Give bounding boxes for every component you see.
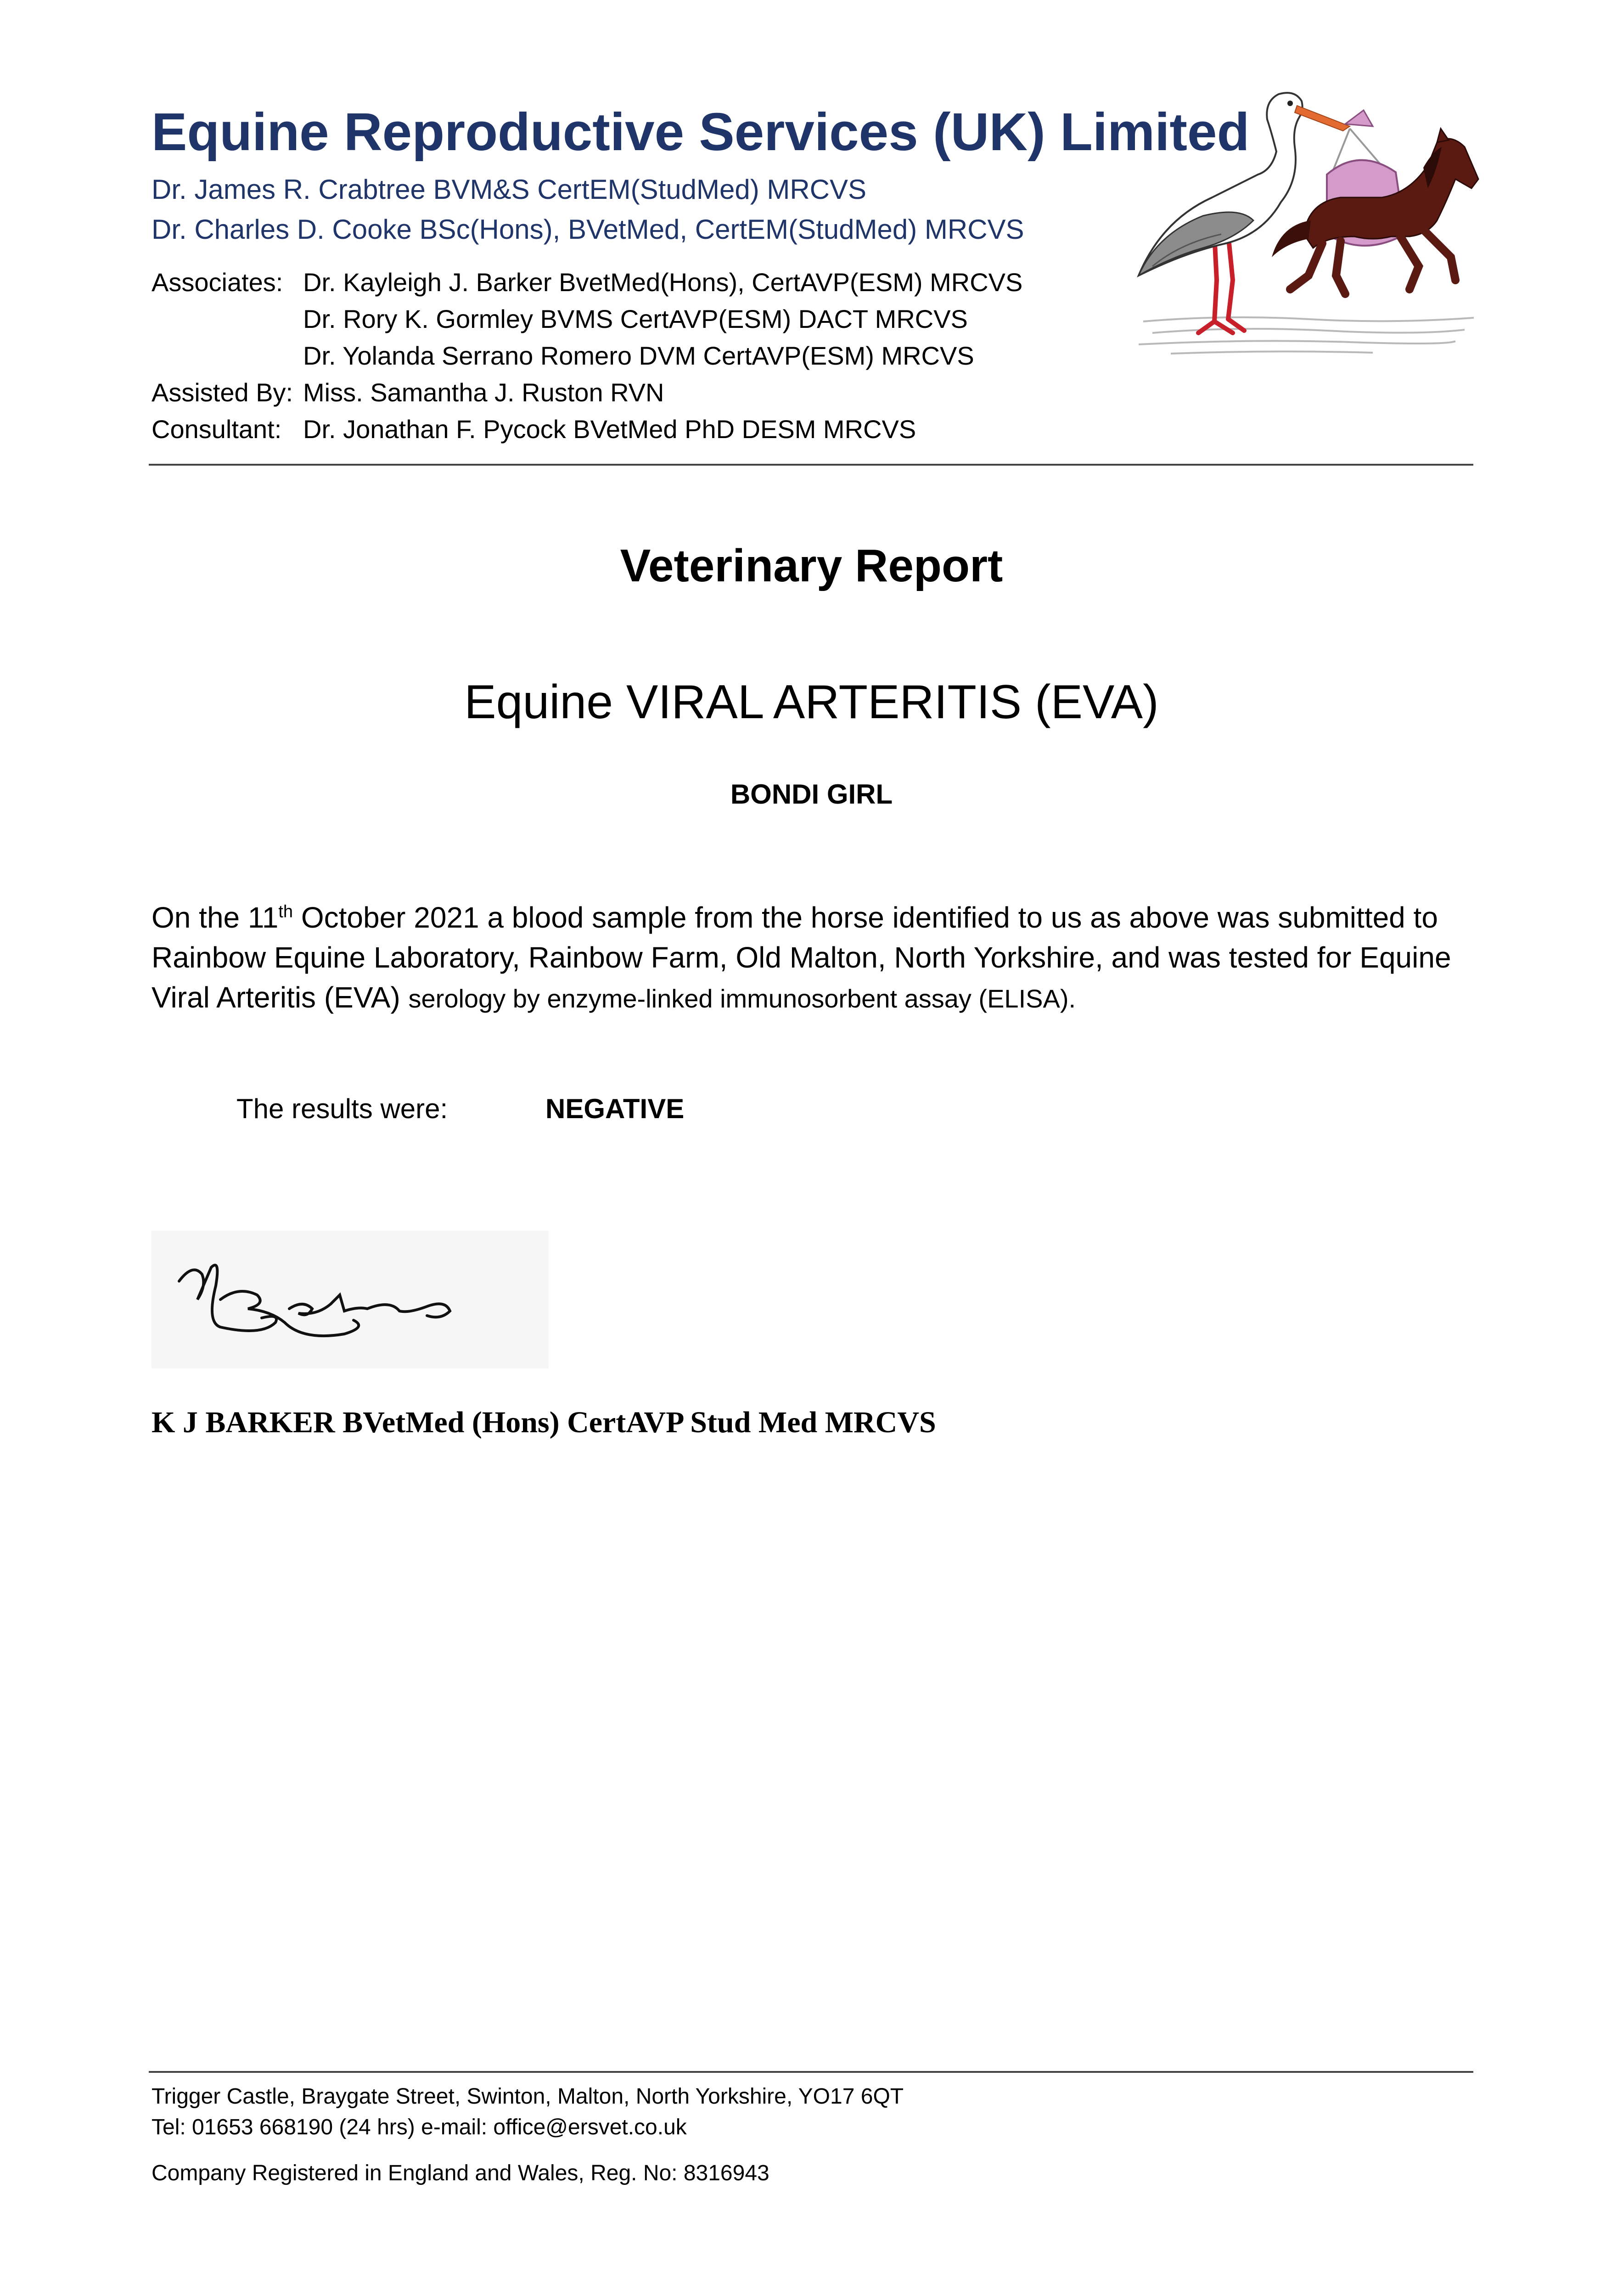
associate-1: Dr. Kayleigh J. Barker BvetMed(Hons), CertAVP(ESM) MRCVS [303, 268, 1023, 297]
results-label: The results were: [236, 1093, 448, 1124]
consultant-row [152, 414, 916, 444]
partner-1: Dr. James R. Crabtree BVM&S CertEM(StudMed) MRCVS [152, 174, 867, 205]
header-divider [149, 464, 1473, 466]
footer-address: Trigger Castle, Braygate Street, Swinton, Malton, North Yorkshire, YO17 6QT [152, 2084, 904, 2109]
partner-2: Dr. Charles D. Cooke BSc(Hons), BVetMed, CertEM(StudMed) MRCVS [152, 214, 1024, 245]
assisted-label: Assisted By: [152, 378, 293, 407]
footer-registration: Company Registered in England and Wales, Reg. No: 8316943 [152, 2161, 769, 2185]
horse-name: BONDI GIRL [730, 779, 893, 810]
company-name: Equine Reproductive Services (UK) Limited [152, 102, 1250, 162]
test-name: Equine VIRAL ARTERITIS (EVA) [464, 675, 1159, 729]
associates-row [152, 267, 1022, 297]
stork-foal-logo [1134, 83, 1483, 363]
footer-divider [149, 2071, 1473, 2073]
ordinal-suffix: th [278, 902, 293, 922]
associate-3: Dr. Yolanda Serrano Romero DVM CertAVP(ESM) MRCVS [303, 341, 974, 370]
associate-2: Dr. Rory K. Gormley BVMS CertAVP(ESM) DACT MRCVS [303, 304, 968, 333]
consultant-label: Consultant: [152, 415, 282, 444]
assisted-row [152, 377, 664, 407]
report-title: Veterinary Report [620, 540, 1003, 591]
report-paragraph-main: October 2021 a blood sample from the horse identified to us as above was submitted to Rainbow Equine Laboratory, Rainbow Farm, Old Malton, North Yorkshire, and was tested for Equine Viral Arteritis (EVA) [152, 901, 1451, 1014]
consultant-name: Dr. Jonathan F. Pycock BVetMed PhD DESM MRCVS [303, 415, 916, 444]
report-paragraph-method: serology by enzyme-linked immunosorbent assay (ELISA). [408, 984, 1076, 1013]
signature-image [152, 1231, 549, 1368]
footer-contact: Tel: 01653 668190 (24 hrs) e-mail: office@ersvet.co.uk [152, 2115, 687, 2139]
report-paragraph-start: On the 11 [152, 901, 279, 934]
associates-label: Associates: [152, 268, 283, 297]
assisted-name: Miss. Samantha J. Ruston RVN [303, 378, 664, 407]
handwritten-signature-icon [152, 1231, 549, 1368]
signatory-name: K J BARKER BVetMed (Hons) CertAVP Stud Med MRCVS [152, 1406, 936, 1439]
report-paragraph [152, 898, 1483, 1019]
results-value: NEGATIVE [545, 1093, 685, 1124]
